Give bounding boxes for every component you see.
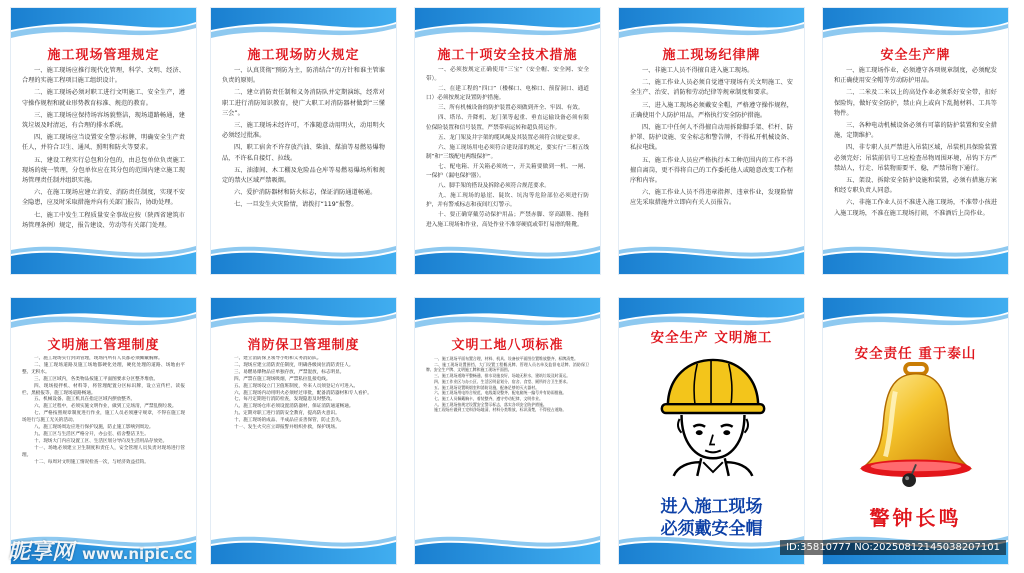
board-paragraph: 六、爱护消防器材和防火标志，保证消防通道畅通。: [234, 189, 377, 197]
board-paragraph: 一、建立消防保卫领导小组和义务消防队。: [234, 356, 322, 361]
board-body: [222, 356, 385, 530]
poster-helmet-slogan-line2: 必须戴安全帽: [660, 519, 763, 539]
board-paragraph: 六、施工过程中，必须实施文明作业，做到工完场清，严禁乱倒垃圾。: [34, 404, 177, 410]
board-paragraph: 十二、每周对文明施工情况检查一次，与经济效益挂钩。: [34, 459, 149, 465]
board-paragraph: 九、施工现场的悬崖、陡坎、坑沟等危险部位必须进行防护，并有警戒标志和夜间红灯警示。: [426, 193, 589, 209]
board-paragraph: 七、配电箱、开关箱必须统一，开关箱要做到一机、一闸、一保护（漏电保护器）。: [426, 163, 589, 180]
board-paragraph: 四、严禁在施工现场吸烟，严禁私拉乱接电线。: [234, 376, 331, 382]
board-paragraph: 一、必须按规定正确使用“三宝”（安全帽、安全网、安全带）。: [426, 67, 589, 83]
board-paragraph: 一、施工现场作业，必须遵守各项规章制度，必须配发和正确使用安全帽等劳动防护用品。: [834, 67, 997, 85]
alarm-bell-illustration: [851, 362, 981, 490]
board-paragraph: 三、施工现场道路平整畅通，排水设施良好，场地无积水，建筑垃圾及时清运。: [434, 373, 571, 379]
board-paragraph: 八、施工现场仓库必须设置消防器材，保证消防通道畅通。: [234, 404, 354, 410]
board-body: [426, 66, 589, 240]
top-wave-decoration: [823, 298, 1008, 340]
board-title: 施工现场纪律牌: [662, 48, 761, 63]
watermark-url: www.nipic.cc: [82, 545, 193, 563]
worker-with-helmet-illustration: [654, 350, 772, 478]
board-paragraph: 五、机械设备、施工机具在指定区域内摆放整齐。: [34, 397, 136, 403]
board-paragraph: 一、非施工人员不得擅自进入施工现场。: [642, 67, 754, 74]
board-safety-production: [823, 8, 1008, 274]
board-eight-standards: [415, 298, 600, 564]
board-body: [630, 66, 793, 240]
board-paragraph: 十、施工现场的成品、半成品应妥善保管，防止丢失。: [234, 418, 345, 424]
board-paragraph: 四、施工作业区与办公区、生活区明显划分，宿舍、食堂、厕所符合卫生要求。: [434, 378, 571, 384]
board-title: 施工现场防火规定: [247, 48, 360, 63]
board-paragraph: 一、施工现场应推行现代化管理，科学、文明、经济、合理的实施工程项目施工组织设计。: [22, 67, 185, 85]
board-paragraph: 十一、发生火灾应立即报警并组织扑救，保护现场。: [234, 425, 340, 431]
bottom-wave-decoration: [211, 238, 396, 274]
board-paragraph: 六、在施工现场应建立消安、消防责任制度，实现不安全隐患，应及时采取措施并向有关部门报告，协助处理。: [22, 189, 185, 207]
board-paragraph: 七、施工中发生工程质量安全事故应按（陕西省建筑市场管理条例）规定，报告建设、劳动等有关部门处理。: [22, 211, 185, 229]
board-paragraph: 七、严格按照规章制度进行作业，施工人员必须遵守规章，不得在施工现场进行与施工无关的活动。: [22, 411, 185, 424]
board-paragraph: 三、易燃易爆物品应单独存放，严禁混放，标志明显。: [234, 369, 345, 375]
poster-helmet-slogan-line1: 进入施工现场: [660, 497, 763, 517]
board-paragraph: 六、施工现场用电符合规范，电线架设整齐，配电箱统一编号并有防雨措施。: [434, 390, 567, 396]
image-id-bar: ID:35810777 NO:20250812145038207101: [780, 540, 1006, 555]
board-body: [22, 66, 185, 240]
board-paragraph: 三、施工现场应保持场容场貌整洁，现场道路畅通，建筑垃圾及时清运，有合理的排水系统。: [22, 111, 185, 130]
board-body: [222, 66, 385, 240]
board-paragraph: 四、职工宿舍不许存放汽油、柴油、煤油等易燃易爆物品，不许私自接灯、拉线。: [222, 144, 385, 162]
board-paragraph: 二、施工现场必须对职工进行文明施工、安全生产，遵守操作规程和就业形势教育标准、规范的教育。: [22, 89, 185, 107]
board-site-management: [11, 8, 196, 274]
bottom-wave-decoration: [619, 238, 804, 274]
board-paragraph: 二、二米及二米以上的高处作业必须系好安全带，扣好保险钩，做好安全防护，禁止向上或向下乱抛材料、工具等物件。: [834, 89, 997, 117]
board-title: 施工现场管理规定: [47, 48, 160, 63]
poster-helmet: [619, 298, 804, 564]
board-site-discipline: [619, 8, 804, 274]
board-paragraph: 四、塔吊、升降机、龙门架等起重、垂直运输设备必须有限位保险装置和信号装置，严禁带病运转和超负荷运作。: [426, 115, 589, 131]
board-paragraph: 五、架设、拆除安全防护设施和装置，必须有措施方案和经专职负责人同意。: [834, 177, 997, 195]
board-title: 施工十项安全技术措施: [437, 48, 578, 63]
board-paragraph: 施工现场应做到工完料净场地清，材料分类堆放，标识清楚，不得侵占道路。: [434, 407, 567, 413]
board-fire-prevention: [211, 8, 396, 274]
board-paragraph: 一、认真贯彻“预防为主，防消结合”的方针和谁主管谁负责的原则。: [222, 67, 385, 85]
board-paragraph: 四、施工现场应当设置安全警示标牌，明确安全生产责任人，并符合卫生、通风、照明和防火等要求。: [22, 134, 185, 152]
poster-bell-heading: 安全责任 重于泰山: [854, 346, 977, 362]
board-paragraph: 六、施工现场内动用明火必须经过审批，配备消防器材和专人看护。: [234, 390, 372, 396]
board-civilized-construction: [11, 298, 196, 564]
board-paragraph: 七、每月定期进行消防检查，发现隐患及时整改。: [234, 397, 336, 403]
board-paragraph: 五、施工现场设置吸烟室和消防设施，配备足够的灭火器材。: [434, 384, 540, 390]
board-ten-safety-measures: [415, 8, 600, 274]
board-paragraph: 二、现场应建立消防责任制度，明确各级岗位消防责任人。: [234, 362, 354, 368]
board-paragraph: 九、施工区与生活区严格分开，办公室、宿舍整洁卫生。: [34, 431, 149, 437]
board-paragraph: 一、施工现场实行封闭管理，现场内所有人员都必须佩戴胸牌。: [34, 356, 163, 361]
nipic-watermark: [8, 535, 192, 566]
board-body: [834, 66, 997, 240]
board-paragraph: 八、施工现场按规定设置安全警示标志，落实各项安全防护措施。: [434, 401, 547, 407]
board-paragraph: 五、施工作业人员应严格执行本工种范围内的工作不得擅自离岗，更不得将自己的工作委托他人或随意改变工作程序和内容。: [630, 156, 793, 185]
board-fire-security: [211, 298, 396, 564]
board-paragraph: 五、建设工程实行总包和分包的，由总包单位负责施工现场的统一管理，分包单位应在其分包的范围内建立施工现场管理责任制并组织实施。: [22, 156, 185, 185]
board-paragraph: 二、施工现场设置围挡，大门设置工程概况牌、管理人员名单及监督电话牌、消防保卫牌、安全生产牌、文明施工牌和施工现场平面图。: [426, 361, 589, 373]
board-paragraph: 十、现场大门内应设置工区、生活区划分导向及生活用品存放处。: [34, 438, 168, 444]
board-paragraph: 三、施工现场未经许可，不准随意动用明火，动用明火必须经过批准。: [222, 122, 385, 140]
watermark-brand: 昵享网: [8, 539, 75, 565]
board-paragraph: 三、各种电动机械设备必须有可靠的防护装置和安全措施，定期维护。: [834, 122, 997, 140]
bottom-wave-decoration: [415, 528, 600, 564]
board-paragraph: 十、要正确穿戴劳动保护用品；严禁赤脚、穿高跟鞋、拖鞋进入施工现场和作业，高处作业不准穿硬底或带钉易滑的鞋靴。: [426, 212, 589, 228]
board-paragraph: 五、龙门架及井字架的缆风绳及其装置必须符合规定要求。: [438, 134, 584, 141]
board-body: [426, 356, 589, 530]
poster-bell-slogan: 警钟长鸣: [869, 506, 962, 530]
board-paragraph: 六、施工现场用电必须符合建设部的规定，要实行“三相五线制”和“三级配电两级保护”。: [426, 144, 589, 160]
board-paragraph: 一、施工现场平面布置合理，材料、机具、设备按平面图位置堆放整齐，标牌清楚。: [434, 356, 578, 361]
board-paragraph: 九、定期对职工进行消防安全教育，提高防火意识。: [234, 411, 340, 417]
board-paragraph: 十一、场地必须建立卫生制度和责任人，安全管理人员负责对现场进行管理。: [22, 445, 185, 458]
board-paragraph: 五、油漆间、木工棚及危险品仓库等易燃易爆场所和规定的禁火区域严禁吸烟。: [222, 166, 385, 185]
bottom-wave-decoration: [11, 238, 196, 274]
board-paragraph: 六、施工作业人员不得违章指挥、违章作业，发现险情应先采取措施并立即向有关人员报告。: [630, 189, 793, 207]
board-paragraph: 四、非专职人员严禁进入吊装区域，吊装机具保险装置必须完好；吊装前信号工应检查吊物周围环境，吊钩下方严禁站人，行走、吊装物需要平、稳，严禁吊物下通行。: [834, 144, 997, 172]
board-paragraph: 四、现场搅拌机、材料等，将管理配置分区标识牌，设立宣传栏、读报栏、黑板报等，施工现场道路畅通。: [22, 383, 185, 396]
board-title: 安全生产牌: [880, 48, 951, 63]
board-title: 文明施工管理制度: [47, 338, 160, 353]
board-paragraph: 二、在建工程的“四口”（楼梯口、电梯口、预留洞口、通道口）必须按规定设置防护措施。: [426, 86, 589, 102]
board-paragraph: 三、施工区域内，各类物品按施工平面图要求分区整齐堆放。: [34, 376, 159, 382]
board-paragraph: 二、施工作业人员必须自觉遵守现场有关文明施工、安全生产、治安、消防和劳动纪律等规章制度和要求。: [630, 79, 793, 97]
board-paragraph: 六、非施工作业人员不准进入施工现场，不准带小孩进入施工现场，不准在施工现场打闹，不准酒后上岗作业。: [834, 199, 997, 217]
poster-bell: [823, 298, 1008, 564]
board-paragraph: 七、施工人员佩戴胸卡，着装整齐，遵守劳动纪律，文明作业。: [434, 395, 543, 401]
board-title: 消防保卫管理制度: [247, 338, 360, 353]
bottom-wave-decoration: [211, 528, 396, 564]
bottom-wave-decoration: [823, 238, 1008, 274]
board-paragraph: 五、施工现场设立门卫值班制度，外来人员须登记方可进入。: [234, 383, 359, 389]
board-paragraph: 三、进入施工现场必须戴安全帽，严格遵守操作规程，正确使用个人防护用品，严格执行安全防护措施。: [630, 101, 793, 119]
board-paragraph: 八、脚手架的搭设及拆除必须符合规范要求。: [438, 183, 550, 190]
board-paragraph: 八、施工现场周边应进行保护设施，防止施工影响到周边。: [34, 425, 154, 431]
board-paragraph: 四、施工中任何人不得擅自动用拆除脚手架、栏杆、防护罩、防护设施、安全标志和警告牌，不得私开机械设备、私拉电线。: [630, 124, 793, 152]
board-title: 文明工地八项标准: [451, 338, 564, 353]
board-paragraph: 七、一旦发生火灾险情，请拨打“119”报警。: [234, 201, 358, 209]
board-paragraph: 二、建立消防责任制和义务消防队并定期演练，经常对职工进行消防知识教育，使广大职工对消防器材做到“三懂三会”。: [222, 89, 385, 117]
board-paragraph: 三、所有机械设备的防护装置必须做到齐全、牢固、有效。: [438, 105, 584, 112]
poster-helmet-heading: 安全生产 文明施工: [650, 330, 773, 346]
bottom-wave-decoration: [619, 528, 804, 564]
board-body: [22, 356, 185, 530]
board-paragraph: 二、施工现场道路及施工场地都硬化处理，硬化处理的道路、场地由平整、无积水。: [22, 362, 185, 375]
bottom-wave-decoration: [415, 238, 600, 274]
